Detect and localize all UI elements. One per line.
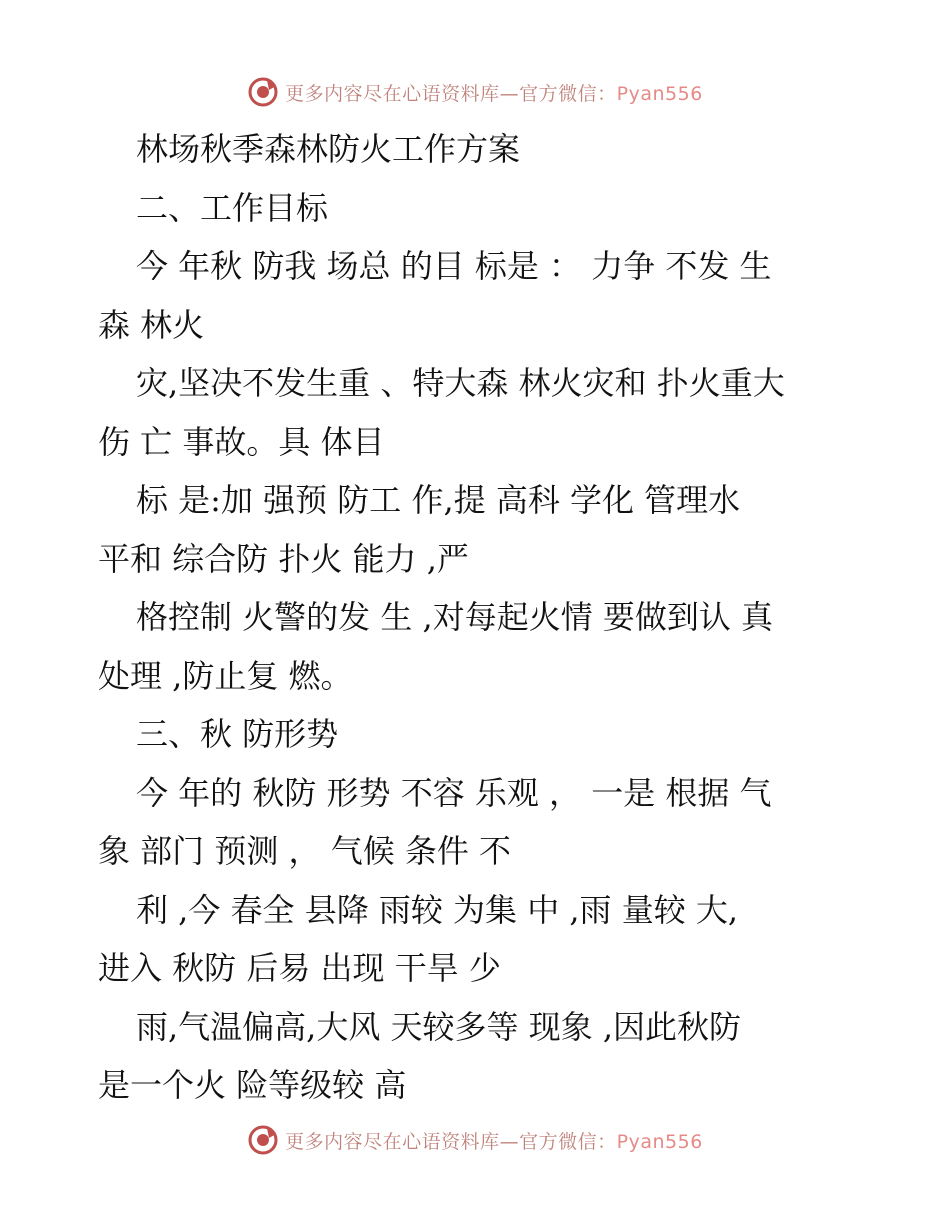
watermark-header [0,72,950,112]
watermark-footer [0,1120,950,1160]
paragraph-line: 进入 秋防 后易 出现 干旱 少 [98,949,501,987]
brand-logo-icon [247,76,279,108]
paragraph-line: 格控制 火警的发 生 ,对每起火情 要做到认 真 [136,598,774,636]
watermark-wechat-id: Pyan556 [616,1130,703,1153]
document-title: 林场秋季森林防火工作方案 [136,130,521,168]
paragraph-line: 今 年的 秋防 形势 不容 乐观 ， 一是 根据 气 [136,773,772,812]
paragraph-line: 灾,坚决不发生重 、特大森 林火灾和 扑火重大 [136,364,785,402]
paragraph-line: 雨,气温偏高,大风 天较多等 现象 ,因此秋防 [136,1007,742,1046]
paragraph-line: 标 是:加 强预 防工 作,提 高科 学化 管理水 [136,481,741,519]
section-heading: 三、秋 防形势 [136,715,339,753]
watermark-text: 更多内容尽在心语资料库—官方微信： [285,1130,617,1153]
paragraph-line: 是一个火 险等级较 高 [98,1066,407,1104]
paragraph-line: 处理 ,防止复 燃。 [98,656,353,695]
paragraph-line: 伤 亡 事故。具 体目 [98,422,385,461]
paragraph-line: 森 林火 [98,305,205,344]
section-heading: 二、工作目标 [136,188,329,227]
document-body [98,120,858,1115]
paragraph-line: 利 ,今 春全 县降 雨较 为集 中 ,雨 量较 大, [136,890,739,929]
watermark-wechat-id: Pyan556 [616,82,703,105]
watermark-text: 更多内容尽在心语资料库—官方微信： [285,82,617,105]
paragraph-line: 平和 综合防 扑火 能力 ,严 [98,539,469,578]
paragraph-line: 今 年秋 防我 场总 的目 标是 ： 力争 不发 生 [136,247,772,285]
brand-logo-icon [247,1124,279,1156]
paragraph-line: 象 部门 预测 ， 气候 条件 不 [98,832,512,870]
